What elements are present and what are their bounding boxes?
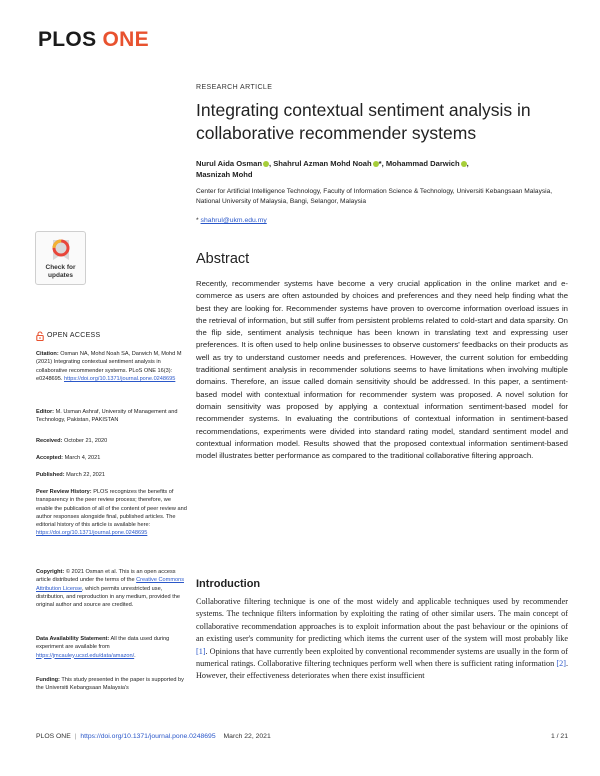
corresponding-email (196, 217, 568, 224)
author-list (196, 158, 568, 180)
badge-line2: updates (48, 271, 73, 279)
copyright-text-cont: , which permits unrestricted use, distribution, and reproduction in any medium, provided the original author and source are credited. (36, 585, 180, 609)
funding-block (36, 676, 188, 693)
open-access-text: OPEN ACCESS (47, 331, 101, 339)
copyright-label: Copyright: (36, 569, 65, 575)
citation-block (36, 350, 188, 383)
author-name[interactable]: Nurul Aida Osman (196, 159, 262, 168)
article-title: Integrating contextual sentiment analysis in collaborative recommender systems (196, 100, 531, 143)
published-label: Published: (36, 472, 65, 478)
citation-text: Osman NA, Mohd Noah SA, Darwich M, Mohd M (2021) Integrating contextual sentiment analysis in collaborative recommender systems. PLoS ONE 16(3): e0248695. (36, 351, 182, 382)
accepted-block (36, 454, 188, 462)
published-block (36, 471, 188, 479)
editor-block (36, 408, 188, 425)
citation-doi-link[interactable]: https://doi.org/10.1371/journal.pone.0248695 (64, 375, 176, 382)
copyright-block (36, 568, 188, 609)
footer-doi-link[interactable]: https://doi.org/10.1371/journal.pone.0248695 (80, 733, 216, 740)
author-name[interactable]: Shahrul Azman Mohd Noah (273, 159, 372, 168)
footer-separator: | (74, 733, 77, 740)
badge-line1: Check for (45, 264, 76, 271)
article-type: RESEARCH ARTICLE (196, 84, 273, 91)
intro-text-part: . Opinions that have currently been exploited by conventional recommender systems are usually in the form of numerical ratings. Collaborative filtering techniques perform well when there is sufficient rating information (196, 646, 568, 669)
logo-one: ONE (102, 28, 149, 51)
data-link[interactable]: https://jmcauley.ucsd.edu/data/amazon/ (36, 652, 135, 659)
abstract-heading: Abstract (196, 251, 250, 267)
funding-label: Funding: (36, 677, 60, 683)
bookmark-ring-icon (50, 237, 72, 263)
accepted-date: March 4, 2021 (63, 455, 101, 461)
received-date: October 21, 2020 (62, 438, 108, 444)
page-number: 1 / 21 (550, 733, 568, 740)
received-block (36, 437, 188, 445)
author-separator: *, (378, 159, 386, 168)
data-availability-end: . (134, 652, 136, 659)
reference-link[interactable]: [2] (556, 659, 566, 669)
page-footer (36, 733, 568, 740)
received-label: Received: (36, 438, 63, 444)
author-separator: , (466, 159, 469, 168)
author-name[interactable]: Masnizah Mohd (196, 170, 253, 179)
affiliation: Center for Artificial Intelligence Technology, Faculty of Information Science & Technology, Universiti Kebangsaan Malaysia, National University of Malaysia, Bangi, Selangor, Malaysia (196, 188, 553, 205)
introduction-heading: Introduction (196, 578, 261, 590)
open-access-label (36, 331, 188, 341)
peer-review-block (36, 488, 188, 538)
editor-text: M. Usman Ashraf, University of Management and Technology, Pakistan, PAKISTAN (36, 409, 178, 424)
peer-review-link[interactable]: https://doi.org/10.1371/journal.pone.0248695 (36, 530, 148, 537)
email-star: * (196, 217, 201, 224)
author-name[interactable]: Mohammad Darwich (385, 159, 460, 168)
editor-label: Editor: (36, 409, 55, 415)
abstract-text: Recently, recommender systems have become a very crucial application in the online market and e-commerce as users are often astounded by choices and preferences and they need help finding what the best they are looking for. Recommender systems have proven to overcome information overload issues in the retrieval of information, but still suffer from persistent problems related to cold-start and data sparsity. On the flip side, sentiment analysis technique has been known in translating text and expressing user preferences. It is often used to help online businesses to observe customers' feedbacks on their products as well as try to understand customer needs and preferences. However, the current solution for embedding traditional sentiment analysis in recommender solutions seems to have limitations when involving multiple domains. Therefore, an issue called domain sensitivity should be addressed. In this paper, a sentiment-based model with contextual information for recommender system was proposed. A novel solution for domain sensitivity was proposed by applying a contextual information sentiment-based model for recommender systems. In evaluating the contributions of contextual information in sentiment-based recommendations, experiments were divided into standard rating model, standard sentiment model and contextual information model. Results showed that the proposed contextual information sentiment-based model illustrates better performance as compared to the traditional collaborative filtering approach. (196, 279, 568, 461)
footer-date: March 22, 2021 (223, 733, 271, 740)
check-for-updates-badge[interactable] (35, 231, 86, 285)
published-date: March 22, 2021 (64, 472, 106, 478)
data-availability-text: All the data used during experiment are available from (36, 636, 170, 651)
open-lock-icon (36, 331, 44, 341)
journal-logo (38, 28, 149, 52)
copyright-text: © 2021 Osman et al. This is an open access article distributed under the terms of the (36, 569, 176, 584)
data-availability-block (36, 635, 188, 660)
reference-link[interactable]: [1] (196, 646, 206, 656)
author-separator: , (268, 159, 274, 168)
data-availability-label: Data Availability Statement: (36, 636, 110, 642)
footer-left (36, 733, 271, 740)
peer-review-text: PLOS recognizes the benefits of transparency in the peer review process; therefore, we enable the publication of all of the content of peer review and author responses alongside final, published articles. The editorial history of this article is available here: (36, 489, 187, 529)
logo-plos: PLOS (38, 28, 97, 51)
license-link[interactable]: Creative Commons Attribution License (36, 577, 184, 592)
intro-text-part: . However, their effectiveness deteriorates when there exist insufficient (196, 659, 568, 681)
intro-text-part: Collaborative filtering technique is one of the most widely and applicable techniques used by recommender systems. The technique filters information by exploiting the rating of other similar users. The main concept of collaborative recommendation approaches is to exploit information about the past behaviour or the opinions of an existing user's community for predicting which items the current user of the system will most probably like (196, 597, 568, 644)
accepted-label: Accepted: (36, 455, 64, 461)
citation-label: Citation: (36, 351, 59, 357)
footer-journal: PLOS ONE (36, 733, 71, 740)
peer-review-label: Peer Review History: (36, 489, 92, 495)
introduction-text (196, 596, 568, 683)
email-link[interactable]: shahrul@ukm.edu.my (200, 217, 267, 224)
funding-text: This study presented in the paper is supported by the Universiti Kebangsaan Malaysia's (36, 677, 184, 692)
